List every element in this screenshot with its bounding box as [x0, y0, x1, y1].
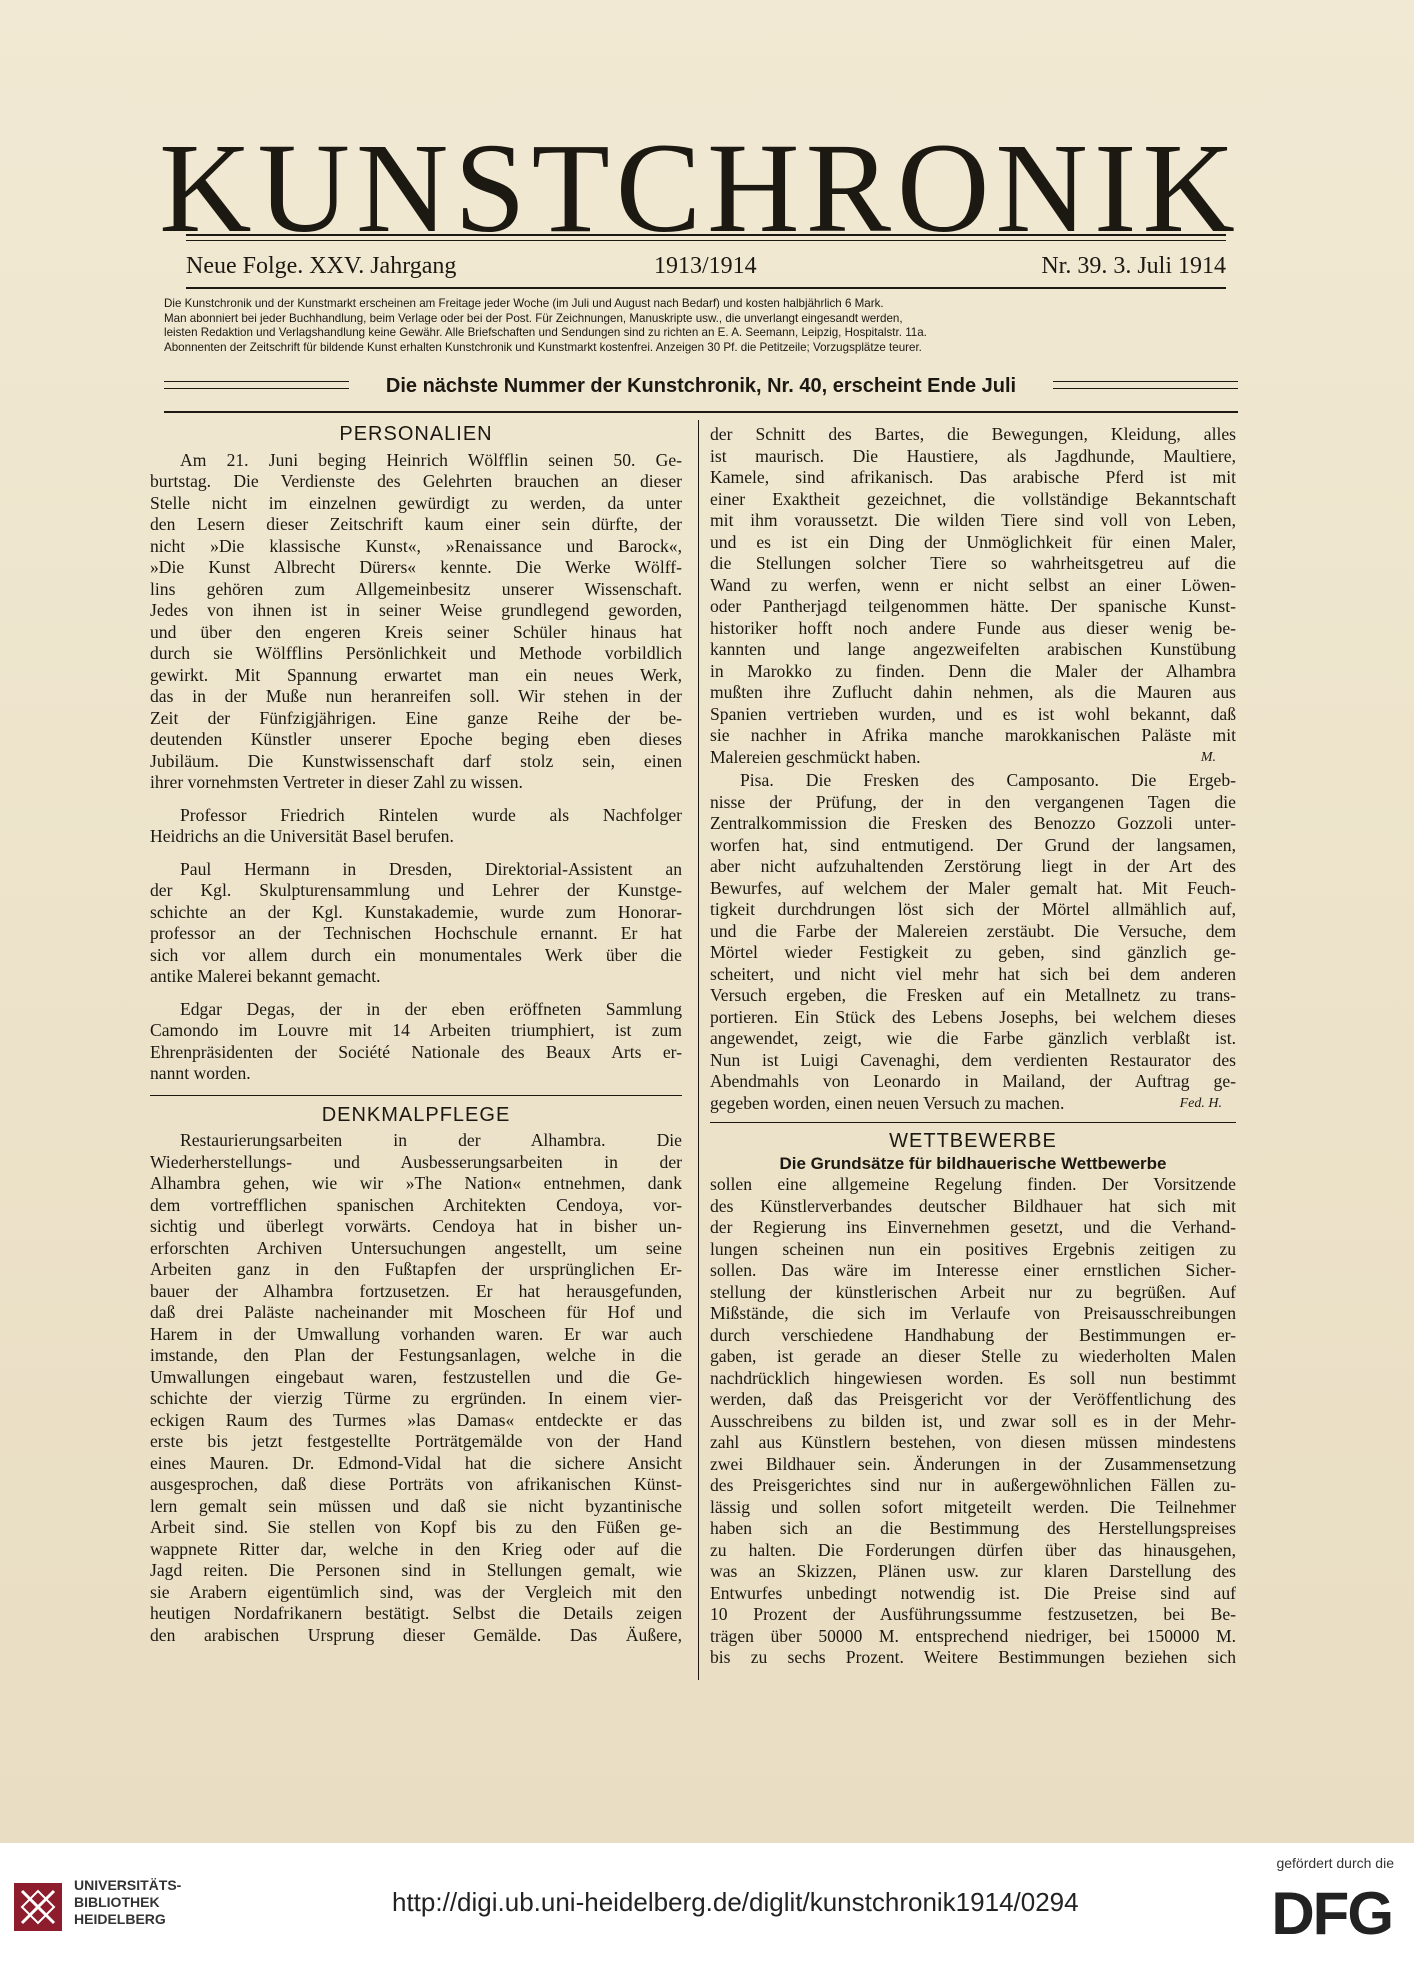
pisa-paragraph [710, 770, 1236, 1114]
text-line: erste bis jetzt festgestellte Porträtgemälde von der Hand [150, 1431, 682, 1451]
text-line: lern gemalt sein müssen und daß sie nicht byzantinische [150, 1495, 682, 1516]
subscription-notice [164, 297, 1238, 355]
degas-paragraph [150, 999, 682, 1085]
text-line: Paul Hermann in Dresden, Direktorial-Assistent an [180, 858, 682, 879]
text-line: gegeben worden, einen neuen Versuch zu machen. [710, 1092, 1065, 1113]
text-line: einer Exaktheit gezeichnet, die vollständige Bekanntschaft [710, 488, 1236, 509]
text-line: Camondo im Louvre mit 14 Arbeiten triumphiert, ist zum [150, 1020, 682, 1040]
library-name-line: HEIDELBERG [74, 1911, 166, 1927]
rule-top [186, 234, 1226, 236]
text-line: des Künstlerverbandes deutscher Bildhauer hat sich mit [710, 1195, 1236, 1216]
funded-by-label: gefördert durch die [1276, 1855, 1394, 1871]
left-column [150, 424, 682, 1646]
text-line: sollen eine allgemeine Regelung finden. Der Vorsitzende [710, 1174, 1236, 1194]
masthead-title: KUNSTCHRONIK [159, 117, 1241, 259]
text-line: worfen hat, sind entmutigend. Der Grund der langsamen, [710, 834, 1236, 855]
text-line: und es ist ein Ding der Unmöglichkeit für einen Maler, [710, 531, 1236, 552]
notice-line: leisten Redaktion und Verlagshandlung keine Gewähr. Alle Briefschaften und Sendungen sind zu richten an E. A. Seemann, Leipzig, Hospitalstr. 11a. [164, 326, 927, 339]
text-line: das in der Muße nun heranreifen soll. Wir stehen in der [150, 686, 682, 706]
text-line: aber nicht aufzuhaltenden Zerstörung liegt in der Art des [710, 856, 1236, 876]
text-line: haben sich an die Bestimmung des Herstellungspreises [710, 1518, 1236, 1538]
signed-line [710, 1093, 1236, 1115]
issue-info-row [186, 253, 1226, 283]
series-label: Neue Folge. XXV. Jahrgang [186, 253, 457, 279]
library-name [74, 1877, 181, 1928]
text-line: sich vor allem durch ein monumentales Werk über die [150, 944, 682, 965]
text-line: durch sie Wölfflins Persönlichkeit und Methode vorbildlich [150, 643, 682, 663]
permalink-url[interactable]: http://digi.ub.uni-heidelberg.de/diglit/kunstchronik1914/0294 [392, 1887, 1079, 1917]
text-line: nisse der Prüfung, der in den vergangenen Tagen die [710, 791, 1236, 812]
text-line: deutenden Künstler unserer Epoche beging eben dieses [150, 729, 682, 749]
author-signature: M. [1200, 749, 1216, 765]
text-line: Umwallungen eingebaut waren, festzustellen und die Ge- [150, 1366, 682, 1387]
rule-under-announcement [164, 411, 1238, 413]
text-line: Malereien geschmückt haben. [710, 746, 921, 767]
text-line: ausgesprochen, daß diese Porträts von afrikanischen Künst- [150, 1474, 682, 1494]
text-line: Zentralkommission die Fresken des Benozzo Gozzoli unter- [710, 813, 1236, 833]
text-line: Heidrichs an die Universität Basel berufen. [150, 826, 454, 846]
dfg-logo: DFG [1271, 1880, 1392, 1947]
text-line: angewendet, zeigt, wie die Farbe gänzlich verblaßt ist. [710, 1028, 1236, 1048]
text-line: Am 21. Juni beging Heinrich Wölfflin seinen 50. Ge- [180, 449, 682, 470]
text-line: lässig und sollen sofort mitgeteilt werden. Die Teilnehmer [710, 1496, 1236, 1517]
library-logo-icon [14, 1883, 62, 1931]
text-line: nannt worden. [150, 1063, 251, 1083]
text-line: werden, daß das Preisgericht vor der Veröffentlichung des [710, 1389, 1236, 1409]
text-line: mußten ihre Zuflucht dahin nehmen, als die Mauren aus [710, 682, 1236, 702]
text-line: Zeit der Fünfzigjährigen. Eine ganze Reihe der be- [150, 707, 682, 728]
digitization-footer [0, 1843, 1414, 1963]
text-line: sie Arabern eigentümlich sind, was der Vergleich mit den [150, 1581, 682, 1602]
text-line: imstande, den Plan der Festungsanlagen, welche in die [150, 1345, 682, 1365]
text-line: Stelle nicht im einzelnen gewürdigt zu werden, da unter [150, 492, 682, 513]
next-issue-announcement: Die nächste Nummer der Kunstchronik, Nr. 40, erscheint Ende Juli [385, 375, 1017, 397]
text-line: Kamele, sind afrikanisch. Das arabische Pferd ist mit [710, 467, 1236, 487]
notice-line: Man abonniert bei jeder Buchhandlung, beim Verlage oder bei der Post. Für Zeichnungen, Manuskripte usw., die unverlangt eingesandt werden, [164, 311, 903, 325]
hermann-paragraph [150, 859, 682, 988]
text-line: dem vortrefflichen spanischen Architekten Cendoya, vor- [150, 1194, 682, 1215]
text-line: mit ihm voraussetzt. Die wilden Tiere sind voll von Leben, [710, 510, 1236, 530]
text-line: kannten und lange angezweifelten arabischen Kunstübung [710, 639, 1236, 659]
text-line: Wand zu werfen, wenn er nicht selbst an einer Löwen- [710, 574, 1236, 595]
text-line: zwei Bildhauer sein. Änderungen in der Zusammensetzung [710, 1453, 1236, 1474]
text-line: heutigen Nordafrikanern bestätigt. Selbst die Details zeigen [150, 1603, 682, 1623]
wettbewerbe-paragraph [710, 1174, 1236, 1669]
text-line: Versuch ergeben, die Fresken auf ein Metallnetz zu trans- [710, 985, 1236, 1005]
text-line: gewirkt. Mit Spannung erwartet man ein neues Werk, [150, 664, 682, 685]
rule-under-header [186, 287, 1226, 289]
text-line: portieren. Ein Stück des Lebens Josephs, bei welchem dieses [710, 1006, 1236, 1027]
text-line: oder Pantherjagd teilgenommen hätte. Der spanische Kunst- [710, 596, 1236, 616]
text-line: sichtig und überlegt vorwärts. Cendoya hat in bisher un- [150, 1216, 682, 1236]
text-line: Mißstände, die sich im Verlaufe von Preisausschreibungen [710, 1303, 1236, 1323]
text-line: der Schnitt des Bartes, die Bewegungen, Kleidung, alles [710, 424, 1236, 444]
text-line: lungen scheinen nun ein positives Ergebnis zeitigen zu [710, 1238, 1236, 1259]
text-line: was an Skizzen, Plänen usw. zur klaren Darstellung des [710, 1561, 1236, 1581]
right-column [710, 424, 1236, 1669]
text-line: Ausschreibens zu bilden ist, und zwar soll es in der Mehr- [710, 1410, 1236, 1431]
author-signature: Fed. H. [1179, 1095, 1222, 1111]
text-line: professor an der Technischen Hochschule ernannt. Er hat [150, 923, 682, 943]
text-line: eckigen Raum des Turmes »las Damas« entdeckte er das [150, 1409, 682, 1430]
issue-label: Nr. 39. 3. Juli 1914 [1041, 253, 1226, 279]
notice-line: Die Kunstchronik und der Kunstmarkt erscheinen am Freitage jeder Woche (im Juli und August nach Bedarf) und kosten halbjährlich 6 Mark. [164, 297, 884, 310]
text-line: Alhambra gehen, wie wir »The Nation« entnehmen, dank [150, 1173, 682, 1193]
text-line: schichte an der Kgl. Kunstakademie, wurde zum Honorar- [150, 901, 682, 922]
text-line: Pisa. Die Fresken des Camposanto. Die Ergeb- [740, 770, 1236, 790]
text-line: Restaurierungsarbeiten in der Alhambra. Die [180, 1130, 682, 1150]
text-line: in Marokko zu finden. Denn die Maler der Alhambra [710, 660, 1236, 681]
section-wettbewerbe-title: WETTBEWERBE [889, 1130, 1057, 1152]
text-line: und die Farbe der Malereien zerstäubt. Die Versuche, dem [710, 920, 1236, 941]
text-line: Abendmahls von Leonardo in Mailand, der Auftrag ge- [710, 1071, 1236, 1091]
year-label: 1913/1914 [654, 253, 757, 279]
text-line: sie nachher in Afrika manche marokkanischen Paläste mit [710, 725, 1236, 745]
text-line: Jubiläum. Die Kunstwissenschaft darf stolz sein, einen [150, 750, 682, 771]
column-divider [698, 420, 699, 1680]
text-line: Jagd reiten. Die Personen sind in Stellungen gemalt, wie [150, 1560, 682, 1580]
text-line: daß drei Paläste nacheinander mit Moscheen für Hof und [150, 1302, 682, 1322]
text-line: eines Mauren. Dr. Edmond-Vidal hat die sichere Ansicht [150, 1452, 682, 1473]
text-line: ihrer vornehmsten Vertreter in dieser Zahl zu wissen. [150, 772, 523, 792]
text-line: stellung der künstlerischen Arbeit nur zu begrüßen. Auf [710, 1281, 1236, 1302]
text-line: der Kgl. Skulpturensammlung und Lehrer der Kunstge- [150, 880, 682, 900]
wettbewerbe-heading: Die Grundsätze für bildhauerische Wettbewerbe [779, 1153, 1167, 1173]
text-line: erforschten Archiven Untersuchungen angestellt, um seine [150, 1237, 682, 1258]
text-line: 10 Prozent der Ausführungssumme festzusetzen, bei Be- [710, 1604, 1236, 1624]
text-line: wappnete Ritter dar, welche in den Krieg oder auf die [150, 1538, 682, 1559]
alhambra-continued-paragraph [710, 424, 1236, 768]
text-line: Arbeiten ganz in den Fußtapfen der ursprünglichen Er- [150, 1259, 682, 1279]
rule-top-thin [186, 240, 1226, 241]
section-divider [150, 1095, 682, 1127]
text-line: »Die Kunst Albrecht Dürers« kennte. Die Werke Wölff- [150, 557, 682, 577]
text-line: zahl aus Künstlern bestehen, von diesen müssen mindestens [710, 1432, 1236, 1452]
text-line: sollen. Das wäre im Interesse einer ernstlichen Sicher- [710, 1260, 1236, 1280]
text-line: historiker hofft noch andere Funde aus dieser wenig be- [710, 617, 1236, 638]
signed-line [710, 747, 1236, 769]
text-line: den arabischen Ursprung dieser Gemälde. Das Äußere, [150, 1624, 682, 1645]
text-line: des Preisgerichtes sind nur in außergewöhnlichen Fällen zu- [710, 1475, 1236, 1495]
wolfflin-paragraph [150, 450, 682, 794]
text-line: und über den engeren Kreis seiner Schüler hinaus hat [150, 621, 682, 642]
text-line: der Regierung ins Einvernehmen gesetzt, und die Verhand- [710, 1217, 1236, 1237]
text-line: durch verschiedene Handhabung der Bestimmungen er- [710, 1324, 1236, 1345]
text-line: ist maurisch. Die Haustiere, als Jagdhunde, Maultiere, [710, 445, 1236, 466]
text-line: trägen über 50000 M. entsprechend niedriger, bei 150000 M. [710, 1625, 1236, 1646]
text-line: Entwurfes unbedingt notwendig ist. Die Preise sind auf [710, 1582, 1236, 1603]
text-line: schichte der vierzig Türme zu ergründen. In einem vier- [150, 1388, 682, 1408]
text-line: scheitert, und nicht viel mehr hat sich bei dem anderen [710, 963, 1236, 984]
section-denkmalpflege-title: DENKMALPFLEGE [321, 1103, 511, 1126]
text-line: bis zu sechs Prozent. Weitere Bestimmungen beziehen sich [710, 1647, 1236, 1667]
text-line: Edgar Degas, der in der eben eröffneten Sammlung [180, 998, 682, 1019]
text-line: Wiederherstellungs- und Ausbesserungsarbeiten in der [150, 1151, 682, 1172]
text-line: antike Malerei bekannt gemacht. [150, 966, 381, 986]
notice-line: Abonnenten der Zeitschrift für bildende Kunst erhalten Kunstchronik und Kunstmarkt kostenfrei. Anzeigen 30 Pf. die Petitzeile; Vorzugsplätze teurer. [164, 340, 922, 354]
text-line: Mörtel wieder Festigkeit zu geben, sind gänzlich ge- [710, 942, 1236, 962]
rintelen-paragraph [150, 805, 682, 848]
text-line: zu halten. Die Forderungen dürfen über das hinausgehen, [710, 1539, 1236, 1560]
text-line: gaben, ist gerade an dieser Stelle zu wiederholten Malen [710, 1346, 1236, 1366]
text-line: die Stellungen solcher Tiere so wahrheitsgetreu auf die [710, 553, 1236, 573]
text-line: bauer der Alhambra fortzusetzen. Er hat herausgefunden, [150, 1280, 682, 1301]
text-line: nicht »Die klassische Kunst«, »Renaissance und Barock«, [150, 535, 682, 556]
text-line: Spanien vertrieben wurden, und es ist wohl bekannt, daß [710, 703, 1236, 724]
section-personalien-title: PERSONALIEN [339, 423, 493, 445]
text-line: Ehrenpräsidenten der Société Nationale des Beaux Arts er- [150, 1041, 682, 1062]
library-name-line: BIBLIOTHEK [74, 1894, 160, 1910]
text-line: den Lesern dieser Zeitschrift kaum einer sein dürfte, der [150, 514, 682, 534]
text-line: Nun ist Luigi Cavenaghi, dem verdienten Restaurator des [710, 1049, 1236, 1070]
text-line: Harem in der Umwallung vorhanden waren. Er war auch [150, 1323, 682, 1344]
alhambra-paragraph [150, 1130, 682, 1646]
text-line: Bewurfes, auf welchem der Maler gemalt hat. Mit Feuch- [710, 877, 1236, 898]
text-line: nachdrücklich hingewiesen worden. Es soll nun bestimmt [710, 1367, 1236, 1388]
text-line: Jedes von ihnen ist in seiner Weise grundlegend geworden, [150, 600, 682, 620]
library-name-line: UNIVERSITÄTS- [74, 1877, 182, 1893]
text-line: Professor Friedrich Rintelen wurde als Nachfolger [180, 804, 682, 825]
section-divider [710, 1122, 1236, 1153]
text-line: tigkeit durchdrungen löst sich der Mörtel allmählich auf, [710, 899, 1236, 919]
text-line: burtstag. Die Verdienste des Gelehrten brauchen an dieser [150, 471, 682, 491]
text-line: Arbeit sind. Sie stellen von Kopf bis zu den Füßen ge- [150, 1517, 682, 1537]
text-line: lins gehören zum Allgemeinbesitz unserer Wissenschaft. [150, 578, 682, 599]
